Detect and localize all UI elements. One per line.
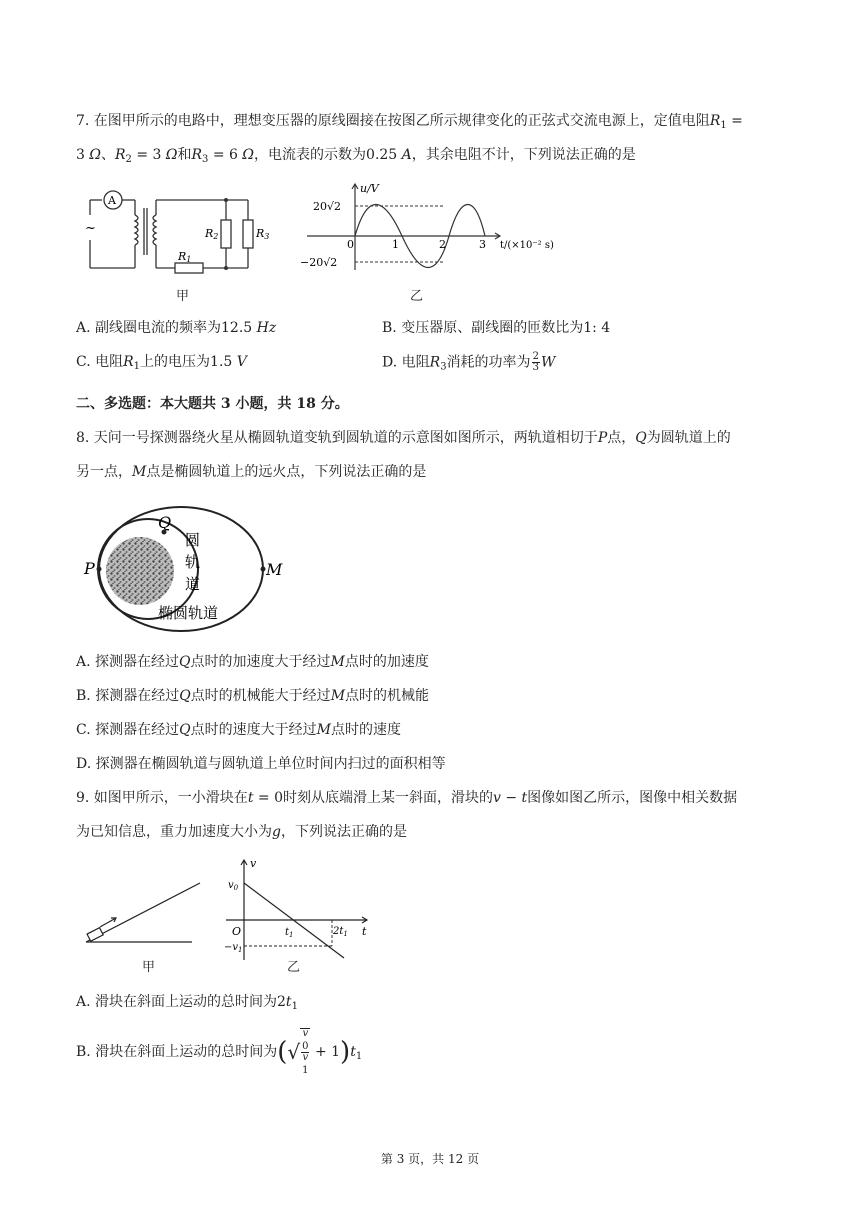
- q9-fig-jia-label: 甲: [142, 960, 156, 975]
- q8-option-a: A. 探测器在经过Q点时的加速度大于经过M点时的加速度: [76, 654, 429, 670]
- q7-options-row2: [76, 352, 800, 377]
- q7-graph-xlabel: t/(×10⁻² s): [500, 240, 554, 251]
- r2-label: R2: [205, 227, 219, 241]
- q7-graph-x2: 2: [439, 238, 446, 251]
- q9-graph-t1: $t_1$: [285, 927, 294, 939]
- ac-source-symbol: ~: [85, 221, 96, 236]
- q8-line1: 8. 天问一号探测器绕火星从椭圆轨道变轨到圆轨道的示意图如图所示，两轨道相切于P点，Q为圆轨道上的: [76, 430, 731, 446]
- circle-orbit-label-1: 圆: [185, 531, 201, 549]
- section-2-header: 二、多选题：本大题共 3 小题，共 18 分。: [76, 396, 349, 412]
- circle-orbit-label-2: 轨: [185, 553, 201, 571]
- q9-option-a: A. 滑块在斜面上运动的总时间为$2t_1$: [76, 994, 298, 1012]
- q9-graph-v0: $v_0$: [228, 880, 239, 892]
- q7-option-a: A. 副线圈电流的频率为12.5 Hz: [76, 320, 277, 336]
- q9-graph-2t1: $2t_1$: [333, 926, 348, 938]
- r1-label: R1: [178, 250, 192, 264]
- q9-incline-diagram: [82, 880, 212, 945]
- q7-graph-x3: 3: [479, 238, 486, 251]
- q8-option-d: D. 探测器在椭圆轨道与圆轨道上单位时间内扫过的面积相等: [76, 756, 446, 772]
- q7-circuit-diagram: [80, 180, 280, 280]
- q7-line1: 7. 在图甲所示的电路中，理想变压器的原线圈接在按图乙所示规律变化的正弦式交流电源上，定值电阻$R_1$ =: [76, 113, 743, 131]
- q9-graph-v: v: [250, 857, 257, 870]
- q7-graph-ybot: −20√2: [300, 256, 338, 269]
- q7-graph-ylabel: u/V: [360, 182, 379, 195]
- q7-fig-jia-label: 甲: [176, 289, 190, 304]
- q7-option-d: D. 电阻$R_3$消耗的功率为 $\frac{2}{3}$ W: [382, 351, 556, 373]
- r3-label: R3: [256, 227, 270, 241]
- q7-line2: 3 Ω、$R_2 = 3$ Ω和$R_3 = 6$ Ω，电流表的示数为0.25 A，其余电阻不计，下列说法正确的是: [76, 147, 636, 165]
- q7-graph-ytop: 20√2: [313, 200, 342, 213]
- q9-line1: 9. 如图甲所示，一小滑块在t = 0时刻从底端滑上某一斜面，滑块的v − t图像如图乙所示，图像中相关数据: [76, 790, 738, 806]
- ellipse-orbit-label: 椭圆轨道: [158, 604, 219, 622]
- circle-orbit-label-3: 道: [185, 575, 201, 593]
- q9-vt-graph: [222, 855, 382, 965]
- q8-option-c: C. 探测器在经过Q点时的速度大于经过M点时的速度: [76, 722, 401, 738]
- q9-graph-origin: O: [232, 925, 242, 938]
- ammeter-label: A: [108, 194, 116, 207]
- point-m-label: M: [266, 560, 283, 579]
- page-footer: 第 3 页，共 12 页: [380, 1152, 480, 1166]
- q7-fig-yi-label: 乙: [410, 289, 424, 304]
- q8-orbit-diagram: [80, 500, 295, 635]
- q9-option-b: B. 滑块在斜面上运动的总时间为(√ v $_0$ v $_1$ + $1)t_1$: [76, 1028, 363, 1076]
- q7-graph-x0: 0: [347, 238, 354, 251]
- q9-graph-t-axis: t: [362, 925, 367, 938]
- q9-line2: 为已知信息，重力加速度大小为g，下列说法正确的是: [76, 824, 407, 840]
- q8-line2: 另一点，M点是椭圆轨道上的远火点，下列说法正确的是: [76, 464, 427, 480]
- mars-planet: [106, 537, 174, 605]
- q7-sine-graph: [295, 180, 575, 275]
- q7-graph-x1: 1: [392, 238, 399, 251]
- q9-fig-yi-label: 乙: [287, 960, 301, 975]
- q7-option-b: B. 变压器原、副线圈的匝数比为1: 4: [382, 320, 611, 336]
- q8-option-b: B. 探测器在经过Q点时的机械能大于经过M点时的机械能: [76, 688, 430, 704]
- point-p-label: P: [84, 559, 95, 578]
- q7-option-c: C. 电阻$R_1$上的电压为1.5 V: [76, 354, 247, 372]
- q7-options-row1: [76, 318, 800, 338]
- q9-graph-minus-v1: $-v_1$: [224, 942, 243, 954]
- point-q-label: Q: [158, 513, 172, 532]
